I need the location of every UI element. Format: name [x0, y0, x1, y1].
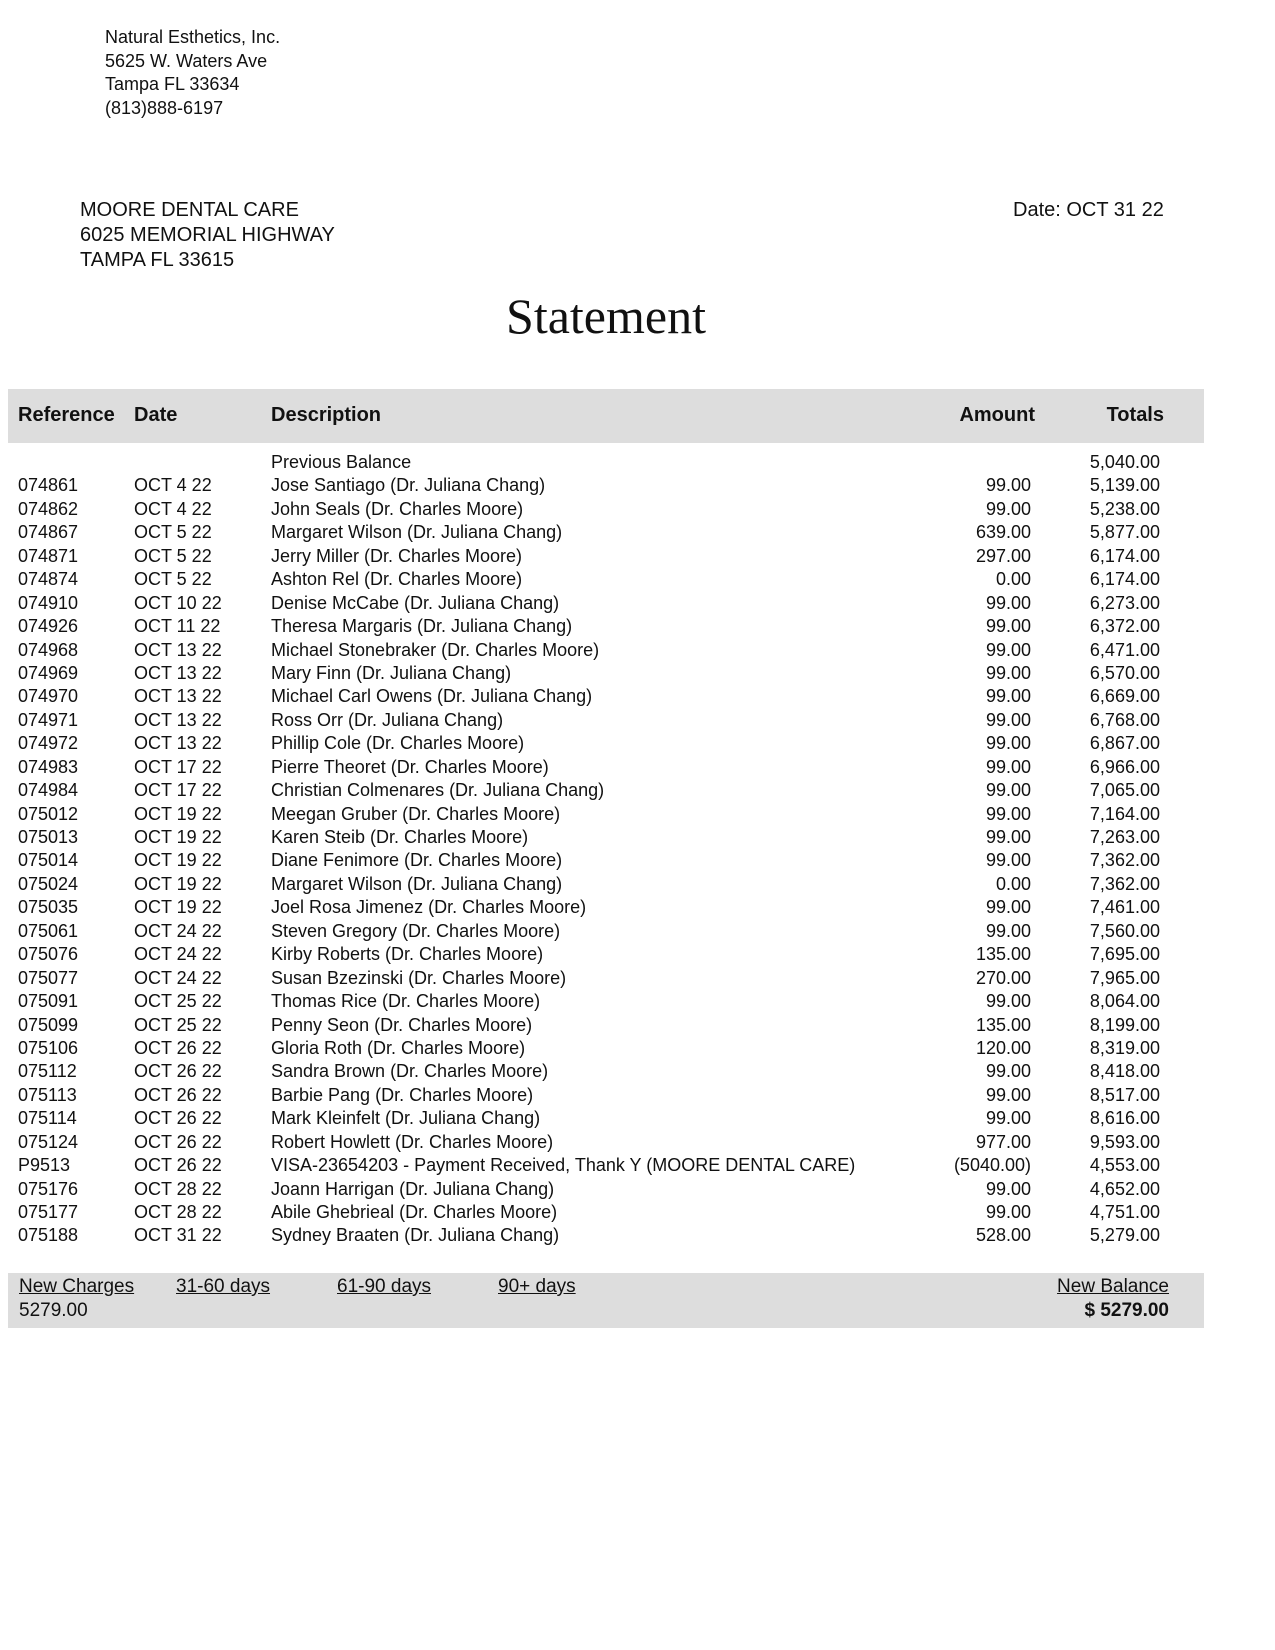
cell-amount: 270.00	[975, 967, 1031, 988]
cell-date: OCT 4 22	[134, 498, 212, 519]
cell-reference: 074862	[18, 498, 79, 519]
cell-date: OCT 24 22	[134, 967, 222, 988]
cell-reference: 075099	[18, 1014, 79, 1035]
cell-amount: 528.00	[975, 1225, 1031, 1246]
header-reference: Reference	[18, 404, 115, 426]
table-row	[0, 1178, 1275, 1201]
table-row	[0, 639, 1275, 662]
cell-description: Michael Carl Owens (Dr. Juliana Chang)	[271, 686, 593, 707]
cell-reference: 075177	[18, 1202, 79, 1222]
cell-description: Kirby Roberts (Dr. Charles Moore)	[271, 944, 544, 965]
cell-total: 7,362.00	[1089, 873, 1160, 894]
cell-reference: 075012	[18, 803, 79, 824]
table-row	[0, 451, 1275, 474]
cell-description: Margaret Wilson (Dr. Juliana Chang)	[271, 522, 563, 543]
new-balance-link[interactable]: New Balance	[1057, 1276, 1169, 1297]
cell-description: Denise McCabe (Dr. Juliana Chang)	[271, 592, 560, 613]
cell-date: OCT 13 22	[134, 686, 222, 707]
cell-date: OCT 28 22	[134, 1202, 222, 1222]
table-row	[0, 685, 1275, 708]
statement-table	[0, 451, 1275, 1248]
cell-total: 7,461.00	[1089, 897, 1160, 918]
cell-reference: P9513	[18, 1155, 71, 1176]
cell-description: Previous Balance	[271, 452, 412, 472]
cell-description: Michael Stonebraker (Dr. Charles Moore)	[271, 639, 600, 660]
cell-date: OCT 26 22	[134, 1131, 222, 1152]
cell-total: 4,751.00	[1089, 1202, 1160, 1222]
recipient-city: TAMPA FL 33615	[80, 249, 235, 271]
cell-amount: 977.00	[975, 1131, 1031, 1152]
cell-total: 7,164.00	[1089, 803, 1160, 824]
cell-reference: 075114	[18, 1108, 77, 1129]
cell-date: OCT 19 22	[134, 873, 222, 894]
cell-reference: 075188	[18, 1225, 79, 1246]
cell-total: 8,199.00	[1089, 1014, 1160, 1035]
table-row	[0, 592, 1275, 615]
cell-amount: 0.00	[995, 873, 1031, 894]
cell-reference: 075091	[18, 991, 79, 1012]
cell-description: Mary Finn (Dr. Juliana Chang)	[271, 662, 512, 683]
cell-date: OCT 19 22	[134, 803, 222, 824]
cell-description: Barbie Pang (Dr. Charles Moore)	[271, 1084, 534, 1105]
header-amount: Amount	[959, 404, 1035, 426]
cell-amount: (5040.00)	[953, 1155, 1031, 1176]
table-row	[0, 474, 1275, 497]
cell-date: OCT 5 22	[134, 522, 212, 543]
sender-phone: (813)888-6197	[105, 97, 224, 118]
table-row	[0, 990, 1275, 1013]
cell-description: Steven Gregory (Dr. Charles Moore)	[271, 920, 561, 941]
cell-description: Gloria Roth (Dr. Charles Moore)	[271, 1037, 526, 1058]
cell-amount: 135.00	[975, 1014, 1031, 1035]
cell-reference: 075124	[18, 1131, 79, 1152]
cell-amount: 99.00	[985, 1178, 1031, 1199]
cell-total: 4,553.00	[1089, 1155, 1160, 1176]
cell-description: Jerry Miller (Dr. Charles Moore)	[271, 545, 523, 566]
cell-amount: 99.00	[985, 803, 1031, 824]
cell-date: OCT 13 22	[134, 733, 222, 754]
cell-total: 4,652.00	[1089, 1178, 1160, 1199]
cell-description: Mark Kleinfelt (Dr. Juliana Chang)	[271, 1108, 541, 1129]
cell-amount: 639.00	[975, 522, 1031, 543]
cell-description: Thomas Rice (Dr. Charles Moore)	[271, 991, 541, 1012]
new-charges-link[interactable]: New Charges	[19, 1276, 135, 1297]
cell-total: 6,372.00	[1089, 616, 1160, 637]
cell-reference: 074926	[18, 616, 79, 637]
cell-date: OCT 26 22	[134, 1084, 222, 1105]
table-row	[0, 1037, 1275, 1060]
cell-reference: 075077	[18, 967, 79, 988]
cell-total: 5,040.00	[1089, 452, 1160, 472]
cell-reference: 075035	[18, 897, 79, 918]
table-row	[0, 896, 1275, 919]
cell-total: 6,966.00	[1089, 756, 1160, 777]
cell-total: 8,418.00	[1089, 1061, 1160, 1082]
cell-total: 6,768.00	[1089, 709, 1160, 730]
cell-description: Abile Ghebrieal (Dr. Charles Moore)	[271, 1202, 558, 1222]
cell-total: 7,560.00	[1089, 920, 1160, 941]
cell-total: 8,517.00	[1089, 1084, 1160, 1105]
cell-total: 7,263.00	[1089, 827, 1160, 847]
table-row	[0, 1154, 1275, 1177]
cell-description: Ross Orr (Dr. Juliana Chang)	[271, 709, 504, 730]
table-row	[0, 1060, 1275, 1083]
sender-name: Natural Esthetics, Inc.	[105, 27, 281, 47]
cell-total: 5,279.00	[1089, 1225, 1160, 1246]
cell-amount: 135.00	[975, 944, 1031, 965]
cell-description: Penny Seon (Dr. Charles Moore)	[271, 1014, 533, 1035]
cell-amount: 99.00	[985, 1108, 1031, 1129]
cell-reference: 075176	[18, 1178, 79, 1199]
cell-date: OCT 26 22	[134, 1108, 222, 1129]
page-title: Statement	[506, 288, 706, 344]
recipient-address	[80, 198, 335, 273]
cell-date: OCT 25 22	[134, 1014, 222, 1035]
cell-description: Robert Howlett (Dr. Charles Moore)	[271, 1131, 554, 1152]
cell-date: OCT 13 22	[134, 662, 222, 683]
table-row	[0, 1014, 1275, 1037]
cell-reference: 075106	[18, 1037, 79, 1058]
cell-reference: 075061	[18, 920, 79, 941]
table-row	[0, 967, 1275, 990]
table-row	[0, 732, 1275, 755]
cell-date: OCT 26 22	[134, 1155, 222, 1176]
table-row	[0, 1201, 1275, 1224]
cell-description: Joel Rosa Jimenez (Dr. Charles Moore)	[271, 897, 587, 918]
cell-reference: 074867	[18, 522, 79, 543]
cell-amount: 99.00	[985, 733, 1031, 754]
cell-amount: 99.00	[985, 616, 1031, 637]
cell-total: 6,669.00	[1089, 686, 1160, 707]
cell-description: Susan Bzezinski (Dr. Charles Moore)	[271, 967, 567, 988]
cell-total: 8,319.00	[1089, 1037, 1160, 1058]
new-balance-value: $ 5279.00	[1084, 1300, 1169, 1321]
cell-description: Karen Steib (Dr. Charles Moore)	[271, 827, 529, 847]
table-row	[0, 779, 1275, 802]
statement-date: Date: OCT 31 22	[1013, 199, 1164, 221]
cell-total: 6,570.00	[1089, 662, 1160, 683]
recipient-name: MOORE DENTAL CARE	[80, 199, 299, 221]
cell-date: OCT 24 22	[134, 920, 222, 941]
cell-total: 7,695.00	[1089, 944, 1160, 965]
cell-reference: 074971	[18, 709, 79, 730]
table-row	[0, 803, 1275, 826]
sender-city: Tampa FL 33634	[105, 74, 240, 94]
cell-total: 5,238.00	[1089, 498, 1160, 519]
cell-amount: 99.00	[985, 850, 1031, 871]
cell-date: OCT 26 22	[134, 1037, 222, 1058]
cell-date: OCT 5 22	[134, 569, 212, 590]
cell-date: OCT 4 22	[134, 475, 212, 496]
sender-address	[105, 26, 280, 120]
cell-date: OCT 19 22	[134, 850, 222, 871]
cell-total: 6,273.00	[1089, 592, 1160, 613]
cell-total: 8,616.00	[1089, 1108, 1160, 1129]
table-row	[0, 943, 1275, 966]
table-row	[0, 1131, 1275, 1154]
cell-reference: 074984	[18, 780, 79, 801]
cell-amount: 99.00	[985, 1084, 1031, 1105]
header-date: Date	[134, 404, 178, 426]
cell-total: 6,867.00	[1089, 733, 1160, 754]
cell-reference: 075013	[18, 827, 79, 847]
cell-description: Joann Harrigan (Dr. Juliana Chang)	[271, 1178, 555, 1199]
cell-date: OCT 28 22	[134, 1178, 222, 1199]
cell-description: Diane Fenimore (Dr. Charles Moore)	[271, 850, 563, 871]
table-row	[0, 615, 1275, 638]
cell-amount: 99.00	[985, 686, 1031, 707]
cell-reference: 074983	[18, 756, 79, 777]
cell-total: 7,965.00	[1089, 967, 1160, 988]
cell-date: OCT 13 22	[134, 709, 222, 730]
cell-total: 6,471.00	[1089, 639, 1160, 660]
table-row	[0, 826, 1275, 849]
cell-amount: 120.00	[975, 1037, 1031, 1058]
cell-date: OCT 31 22	[134, 1225, 222, 1246]
table-row	[0, 920, 1275, 943]
cell-date: OCT 19 22	[134, 827, 222, 847]
cell-amount: 99.00	[985, 709, 1031, 730]
recipient-street: 6025 MEMORIAL HIGHWAY	[80, 224, 335, 246]
cell-date: OCT 13 22	[134, 639, 222, 660]
cell-date: OCT 5 22	[134, 545, 212, 566]
cell-description: Meegan Gruber (Dr. Charles Moore)	[271, 803, 561, 824]
cell-total: 5,877.00	[1089, 522, 1160, 543]
cell-amount: 0.00	[995, 569, 1031, 590]
cell-total: 9,593.00	[1089, 1131, 1160, 1152]
header-totals: Totals	[1106, 404, 1164, 426]
cell-amount: 99.00	[985, 897, 1031, 918]
days-31-60-link[interactable]: 31-60 days	[176, 1276, 271, 1297]
new-charges-value: 5279.00	[19, 1300, 88, 1321]
table-row	[0, 1084, 1275, 1107]
table-row	[0, 849, 1275, 872]
cell-total: 7,362.00	[1089, 850, 1160, 871]
cell-description: Pierre Theoret (Dr. Charles Moore)	[271, 756, 549, 777]
cell-reference: 075112	[18, 1061, 77, 1082]
table-row	[0, 756, 1275, 779]
cell-reference: 074910	[18, 592, 79, 613]
cell-description: Christian Colmenares (Dr. Juliana Chang)	[271, 780, 605, 801]
cell-amount: 99.00	[985, 498, 1031, 519]
cell-total: 7,065.00	[1089, 780, 1160, 801]
cell-amount: 297.00	[975, 545, 1031, 566]
table-row	[0, 1107, 1275, 1130]
table-row	[0, 873, 1275, 896]
cell-description: Jose Santiago (Dr. Juliana Chang)	[271, 475, 546, 496]
cell-reference: 074968	[18, 639, 79, 660]
cell-amount: 99.00	[985, 991, 1031, 1012]
cell-reference: 075113	[18, 1084, 77, 1105]
table-row	[0, 521, 1275, 544]
cell-amount: 99.00	[985, 920, 1031, 941]
cell-total: 6,174.00	[1089, 569, 1160, 590]
cell-description: Theresa Margaris (Dr. Juliana Chang)	[271, 616, 573, 637]
cell-date: OCT 24 22	[134, 944, 222, 965]
cell-amount: 99.00	[985, 780, 1031, 801]
cell-date: OCT 19 22	[134, 897, 222, 918]
cell-reference: 075014	[18, 850, 79, 871]
cell-description: Ashton Rel (Dr. Charles Moore)	[271, 569, 523, 590]
cell-amount: 99.00	[985, 1061, 1031, 1082]
cell-amount: 99.00	[985, 639, 1031, 660]
cell-date: OCT 25 22	[134, 991, 222, 1012]
cell-description: Sandra Brown (Dr. Charles Moore)	[271, 1061, 549, 1082]
cell-amount: 99.00	[985, 662, 1031, 683]
cell-date: OCT 10 22	[134, 592, 222, 613]
cell-reference: 074972	[18, 733, 79, 754]
table-row	[0, 545, 1275, 568]
cell-description: Margaret Wilson (Dr. Juliana Chang)	[271, 873, 563, 894]
cell-date: OCT 11 22	[134, 616, 221, 637]
cell-amount: 99.00	[985, 756, 1031, 777]
cell-reference: 074871	[18, 545, 79, 566]
cell-reference: 075024	[18, 873, 79, 894]
cell-amount: 99.00	[985, 475, 1031, 496]
cell-amount: 99.00	[985, 592, 1031, 613]
table-row	[0, 662, 1275, 685]
cell-date: OCT 17 22	[134, 756, 222, 777]
sender-street: 5625 W. Waters Ave	[105, 50, 268, 71]
cell-description: Phillip Cole (Dr. Charles Moore)	[271, 733, 525, 754]
cell-description: Sydney Braaten (Dr. Juliana Chang)	[271, 1225, 560, 1246]
cell-total: 6,174.00	[1089, 545, 1160, 566]
cell-reference: 074861	[18, 475, 79, 496]
header-description: Description	[271, 404, 382, 426]
table-row	[0, 709, 1275, 732]
cell-reference: 075076	[18, 944, 79, 965]
days-90-plus-link[interactable]: 90+ days	[498, 1276, 576, 1297]
table-row	[0, 1224, 1275, 1247]
table-row	[0, 568, 1275, 591]
cell-description: John Seals (Dr. Charles Moore)	[271, 498, 524, 519]
cell-reference: 074874	[18, 569, 79, 590]
cell-description: VISA-23654203 - Payment Received, Thank Y (MOORE DENTAL CARE)	[271, 1155, 856, 1176]
cell-reference: 074970	[18, 686, 79, 707]
cell-total: 5,139.00	[1089, 475, 1160, 496]
table-row	[0, 498, 1275, 521]
days-61-90-link[interactable]: 61-90 days	[337, 1276, 432, 1297]
cell-amount: 99.00	[985, 827, 1031, 847]
cell-total: 8,064.00	[1089, 991, 1160, 1012]
cell-reference: 074969	[18, 662, 79, 683]
cell-amount: 99.00	[985, 1202, 1031, 1222]
cell-date: OCT 17 22	[134, 780, 222, 801]
cell-date: OCT 26 22	[134, 1061, 222, 1082]
